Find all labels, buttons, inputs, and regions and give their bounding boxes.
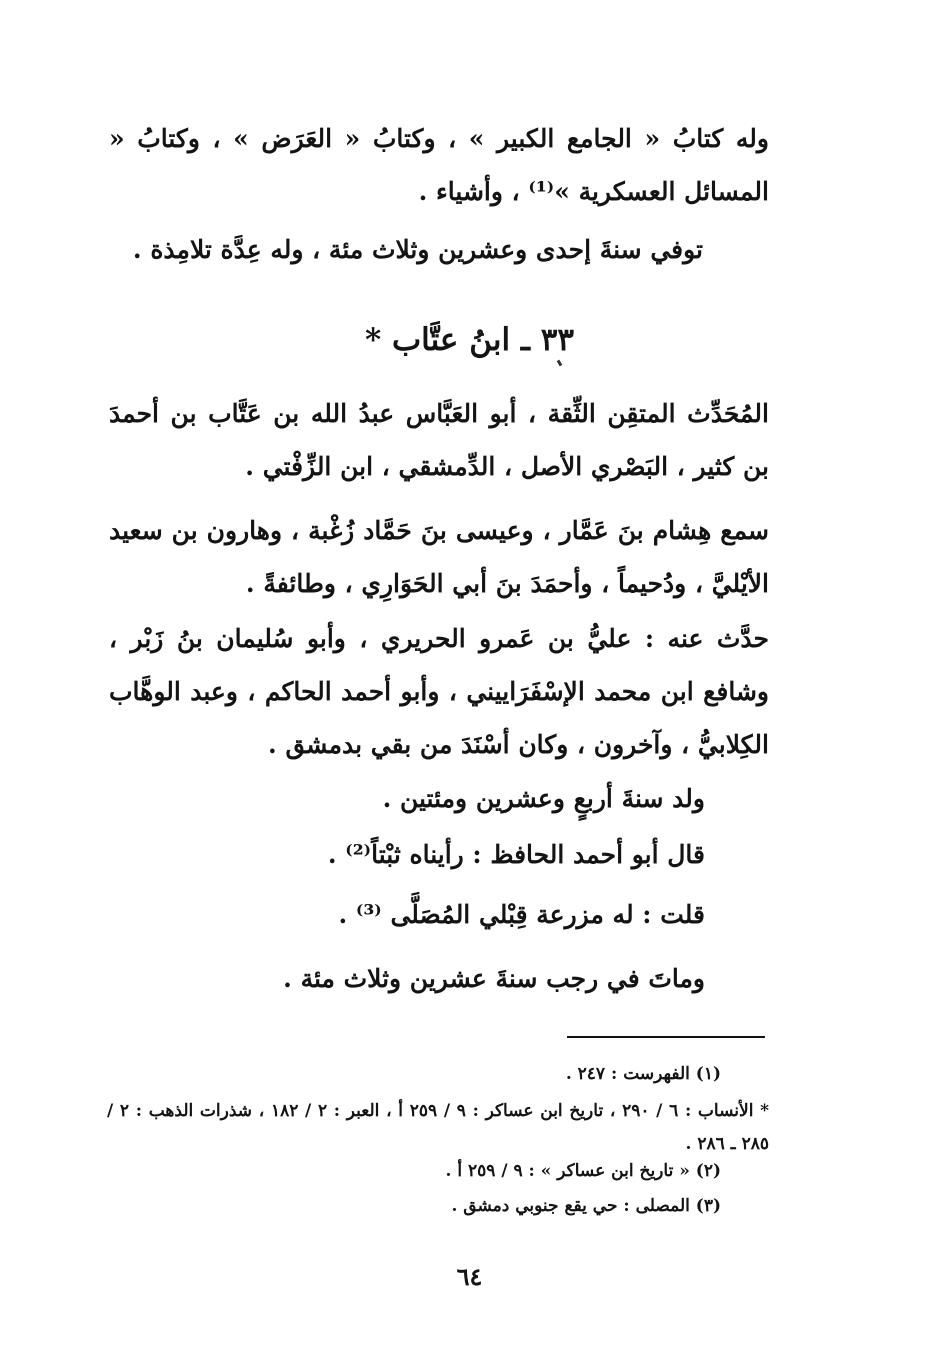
footnote-sources: * الأنساب : ٦ / ٢٩٠ ، تاريخ ابن عساكر : ٩ / ٢٥٩ أ ، العبر : ٢ / ١٨٢ ، شذرات الذهب : ٢ / ٢٨٥ ـ ٢٨٦ . <box>107 1101 770 1154</box>
footnote-divider <box>567 1036 765 1038</box>
entry-teachers: سمع هِشام بنَ عَمَّار ، وعيسى بنَ حَمَّاد زُغْبة ، وهارون بن سعيد الأيْليَّ ، ودُحيماً ، وأحمَدَ بنَ أبي الحَوَارِي ، وطائفةً . <box>109 516 769 598</box>
entry-birth: ولد سنةَ أربعٍ وعشرين ومئتين . <box>382 784 705 813</box>
footnote-1: (١) الفهرست : ٢٤٧ . <box>565 1064 721 1084</box>
stray-ink-mark <box>557 360 563 367</box>
entry-bio: المُحَدِّث المتقِن الثِّقة ، أبو العَبَّاس عبدُ الله بن عَتَّاب بن أحمدَ بن كثير ، البَصْري الأصل ، الدِّمشقي ، ابن الزِّفْتي . <box>109 399 769 481</box>
entry-students: حدَّث عنه : عليُّ بن عَمرو الحريري ، وأبو سُليمان بنُ زَبْر ، وشافع ابن محمد الإسْفَرَاييني ، وأبو أحمد الحاكم ، وعبد الوهَّاب الكِلابيُّ ، وآخرون ، وكان أسْنَدَ من بقي بدمشق . <box>109 624 769 759</box>
entry-death: وماتَ في رجب سنةَ عشرين وثلاث مئة . <box>283 964 705 993</box>
footnote-2: (٢) « تاريخ ابن عساكر » : ٩ / ٢٥٩ أ . <box>445 1161 721 1181</box>
paragraph-death-prev: توفي سنةَ إحدى وعشرين وثلاث مئة ، وله عِدَّة تلامِذة . <box>132 235 703 264</box>
footnote-3: (٣) المصلى : حي يقع جنوبي دمشق . <box>451 1196 721 1216</box>
entry-farm-note: قلت : له مزرعة قِبْلي المُصَلَّى ⁽³⁾ . <box>338 900 705 929</box>
paragraph-works: وله كتابُ « الجامع الكبير » ، وكتابُ « العَرَض » ، وكتابُ « المسائل العسكرية »⁽¹⁾ ، وأشياء . <box>109 124 769 206</box>
entry-quote: قال أبو أحمد الحافظ : رأيناه ثبْتاً⁽²⁾ . <box>327 840 705 869</box>
entry-heading: ٣٣ ـ ابنُ عتَّاب * <box>364 322 575 358</box>
page-number: ٦٤ <box>456 1262 483 1291</box>
